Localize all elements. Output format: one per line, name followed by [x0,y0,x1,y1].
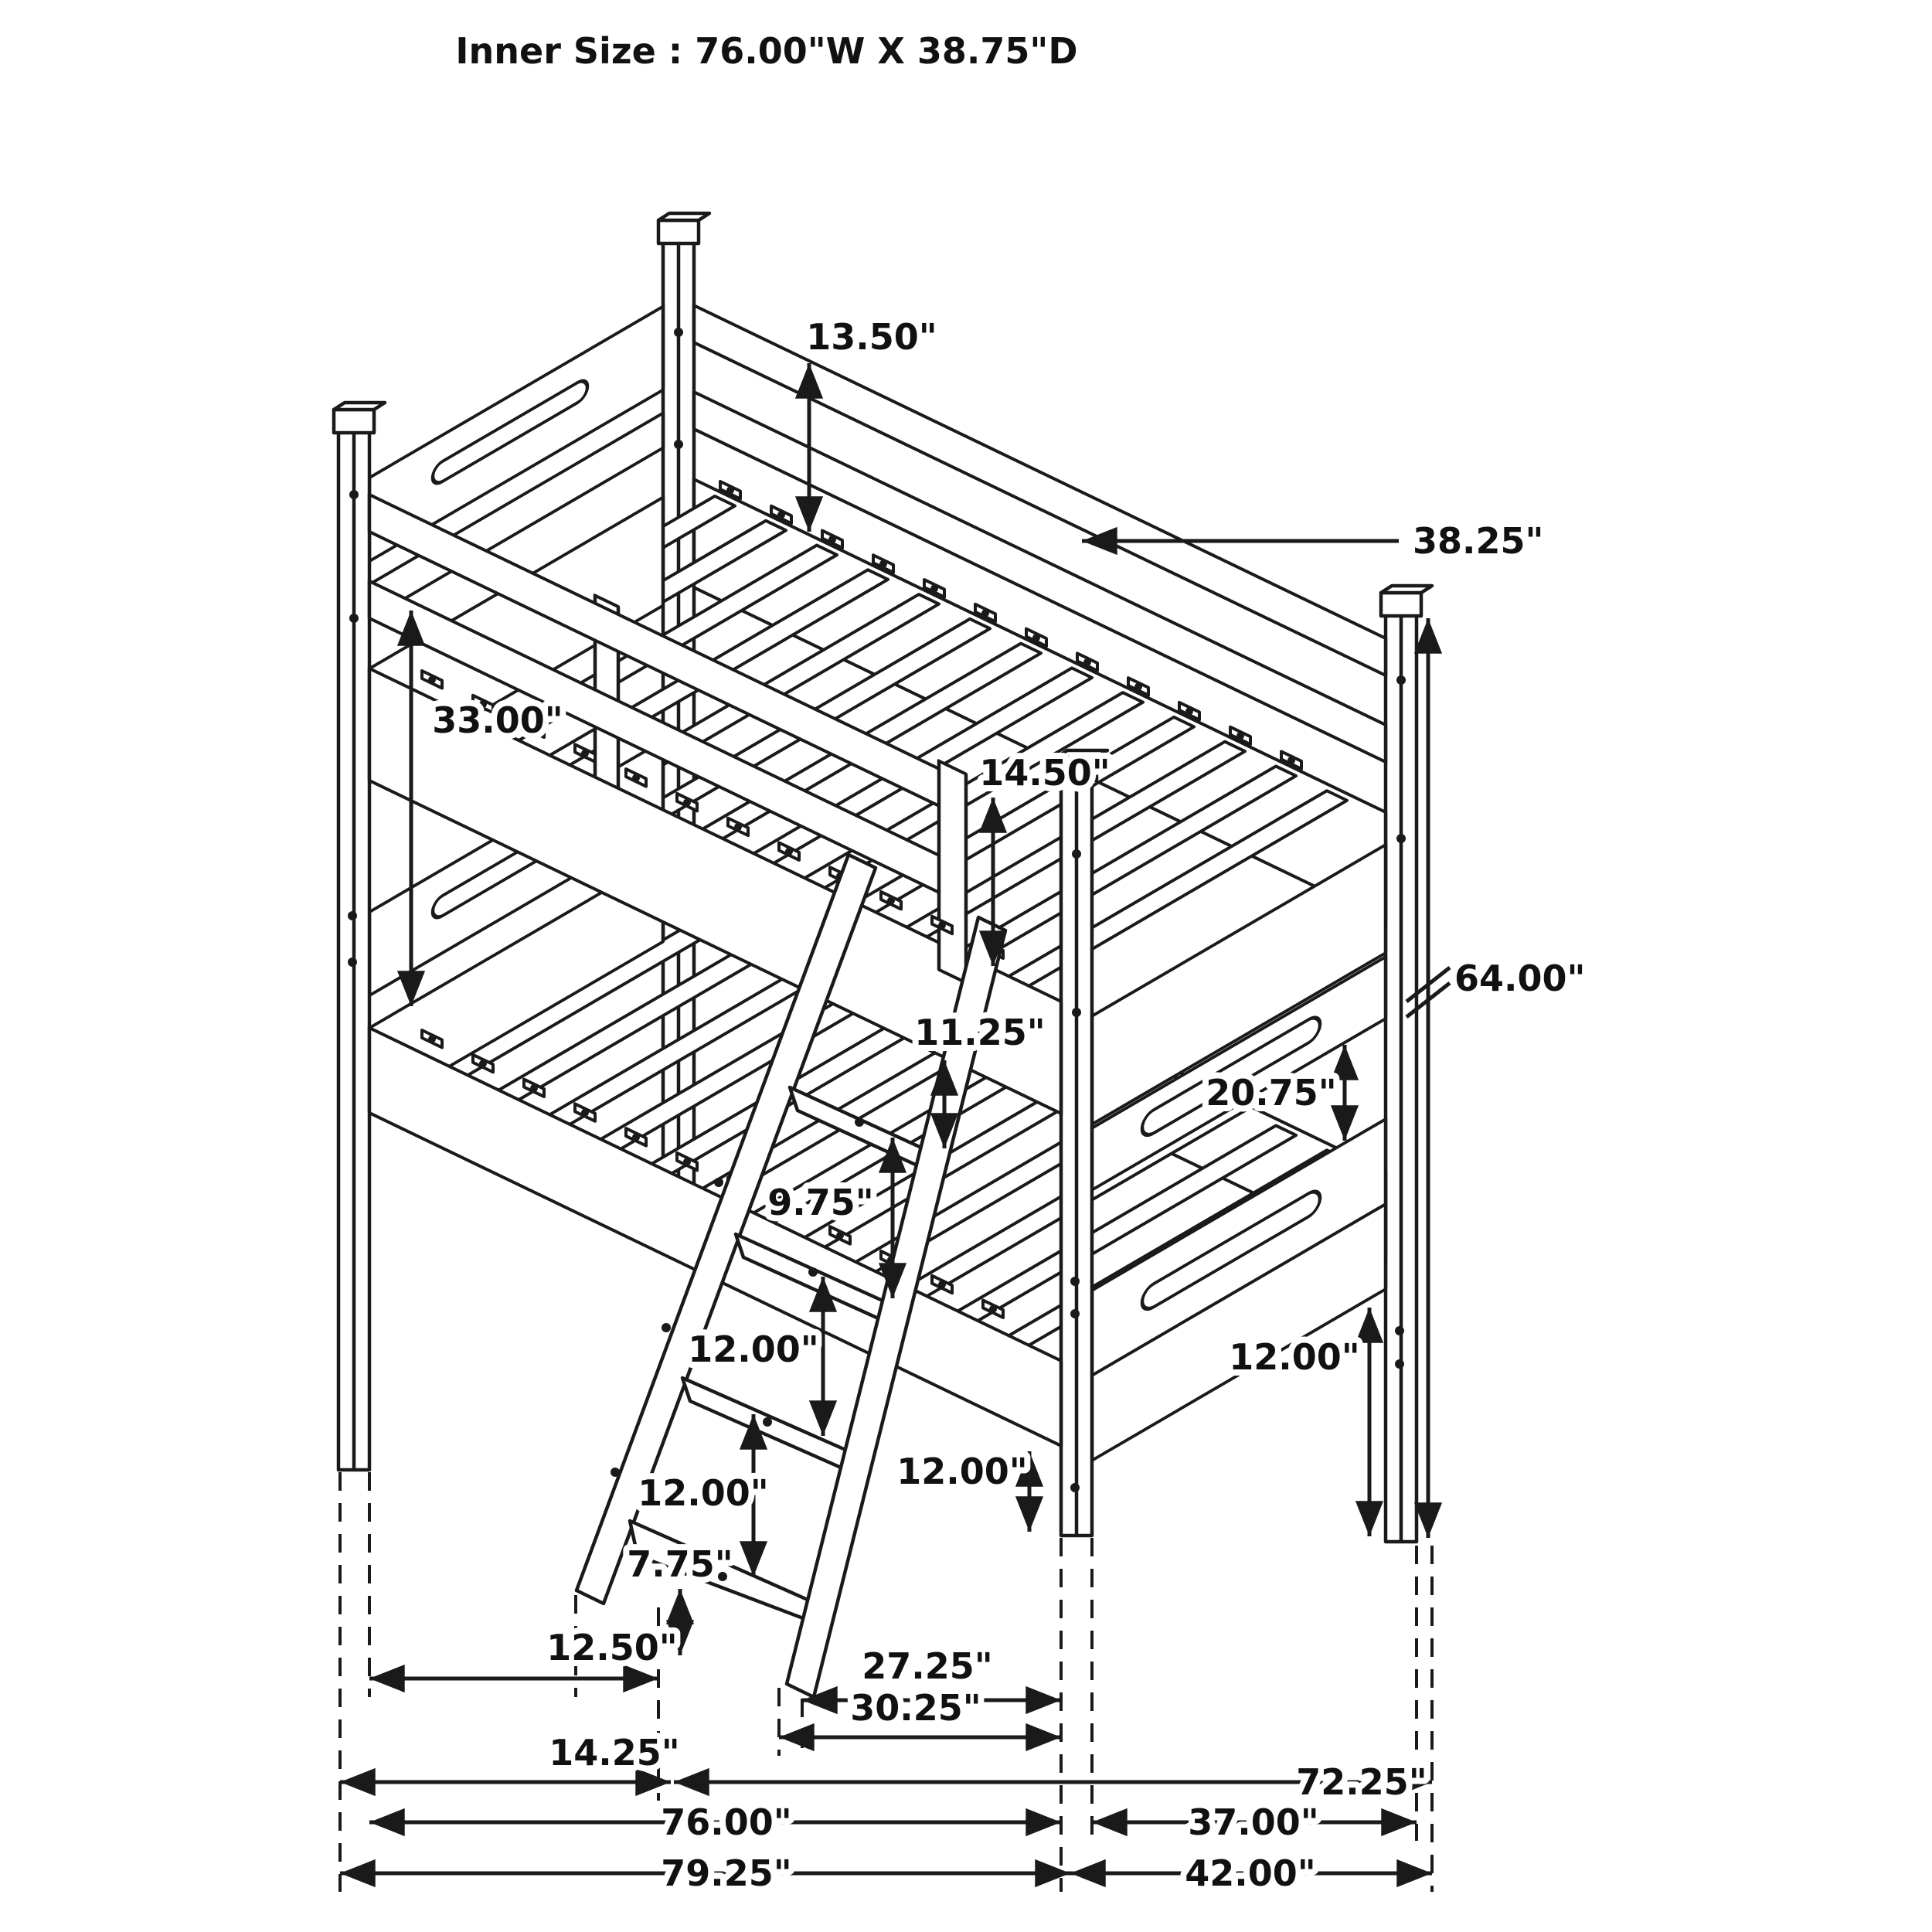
dim-label-overall-depth: 42.00" [1185,1852,1316,1894]
diagram-title: Inner Size : 76.00"W X 38.75"D [455,30,1078,72]
dim-label-inner-width: 76.00" [661,1801,792,1843]
dim-label-ladder-to-rear-post: 72.25" [1296,1761,1427,1803]
dim-label-foot-gap: 20.75" [1206,1072,1337,1114]
back-right-post [1381,586,1432,1542]
dim-label-overall-width: 79.25" [661,1852,792,1894]
dim-label-ladder-to-front-post-outer: 30.25" [850,1687,981,1729]
dim-label-ladder-step-gap-1: 9.75" [767,1182,874,1223]
dim-label-front-leg: 12.00" [896,1451,1028,1492]
dim-label-ladder-bottom-gap: 7.75" [627,1543,733,1585]
guardrail-end-board [939,761,966,983]
dim-label-slat-depth: 38.25" [1413,520,1544,562]
dim-label-ladder-top-gap: 11.25" [914,1012,1046,1053]
dim-label-inner-depth: 37.00" [1188,1801,1319,1843]
bed-frame [334,213,1432,1697]
dim-label-ladder-step-gap-3: 12.00" [638,1472,769,1514]
dim-label-overall-height: 64.00" [1454,957,1586,999]
dim-label-headboard-top: 13.50" [806,316,937,358]
dim-label-guardrail-height: 14.50" [979,752,1111,794]
dim-label-ladder-to-front-post: 27.25" [862,1645,993,1687]
dim-label-rear-leg: 12.00" [1229,1336,1360,1378]
dim-label-post-to-ladder: 12.50" [546,1627,678,1668]
dim-label-ladder-step-gap-2: 12.00" [688,1328,819,1370]
dim-label-post-to-ladder-outer: 14.25" [549,1732,680,1774]
dim-label-guardrail-to-lower-rail: 33.00" [432,699,563,741]
